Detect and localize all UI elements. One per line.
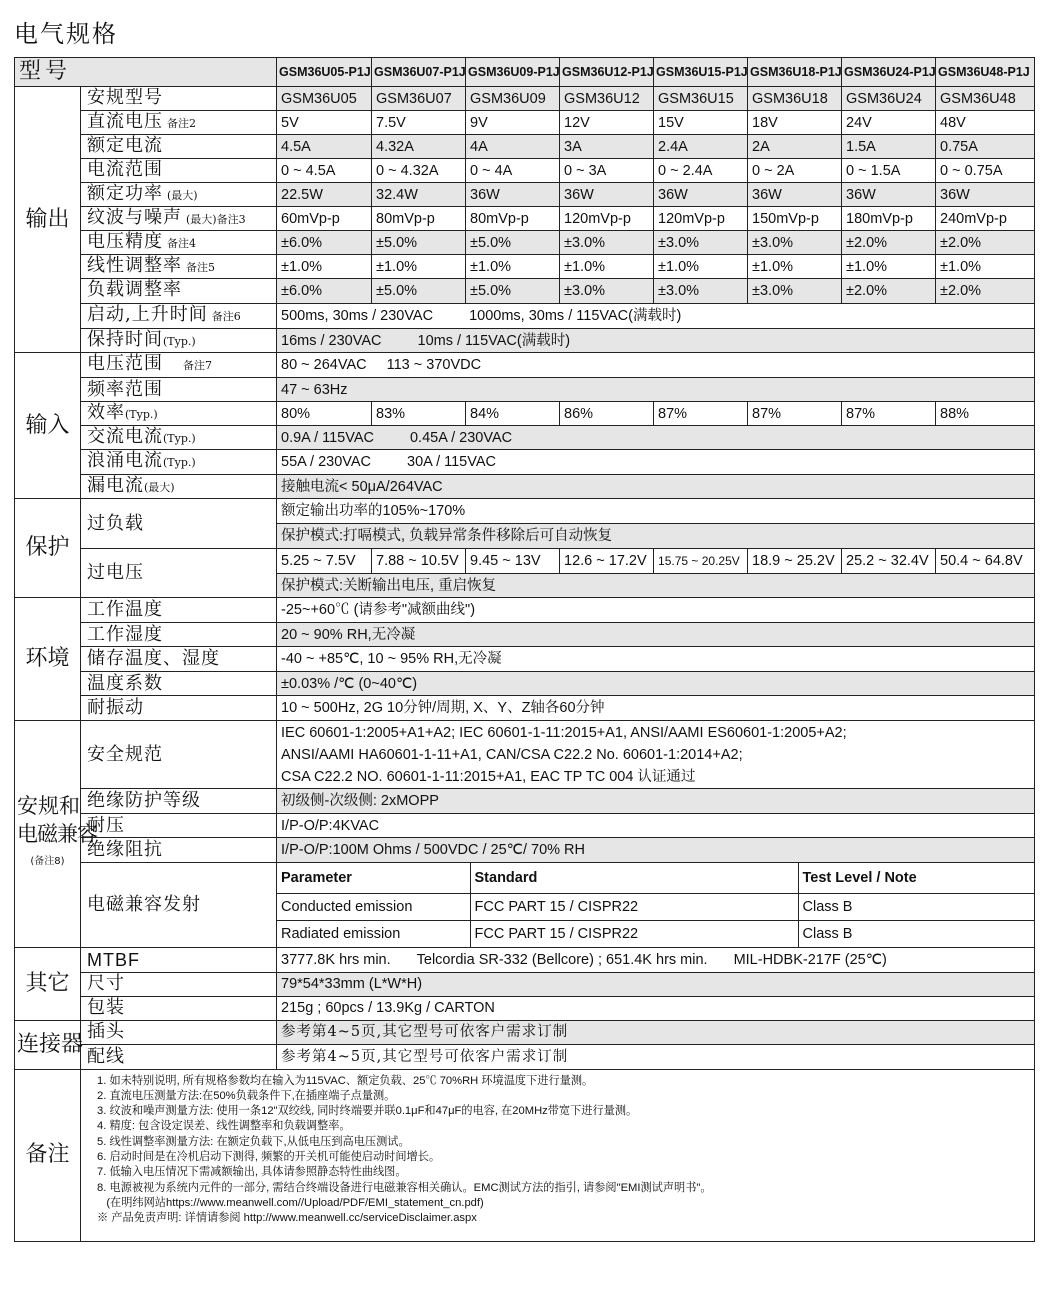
emc-cell: FCC PART 15 / CISPR22 bbox=[470, 893, 798, 920]
cell: GSM36U48 bbox=[936, 87, 1035, 111]
cell: 80mVp-p bbox=[372, 207, 466, 231]
environment-row bbox=[15, 647, 1035, 672]
cell: ±3.0% bbox=[654, 231, 748, 255]
model-name: GSM36U18-P1J bbox=[748, 58, 842, 87]
row-label: 温度系数 bbox=[81, 672, 277, 696]
row-label: 过电压 bbox=[81, 549, 277, 598]
cell: 36W bbox=[748, 183, 842, 207]
cell: 240mVp-p bbox=[936, 207, 1035, 231]
input-row bbox=[15, 402, 1035, 426]
environment-row bbox=[15, 672, 1035, 696]
cell: 参考第4~5页,其它型号可依客户需求订制 bbox=[277, 1044, 1035, 1069]
cell: 15V bbox=[654, 111, 748, 135]
emc-cell: Class B bbox=[802, 925, 853, 942]
cell: 16ms / 230VAC 10ms / 115VAC(满载时) bbox=[277, 329, 1035, 353]
safety-row bbox=[15, 814, 1035, 838]
cell: 0 ~ 4A bbox=[466, 159, 560, 183]
cell: ±5.0% bbox=[372, 231, 466, 255]
cell: ±1.0% bbox=[560, 255, 654, 279]
cell: 36W bbox=[936, 183, 1035, 207]
row-label: 直流电压 备注2 bbox=[81, 111, 277, 135]
cell: 接触电流< 50μA/264VAC bbox=[277, 475, 1035, 499]
cell: GSM36U24 bbox=[842, 87, 936, 111]
cell: ±2.0% bbox=[842, 231, 936, 255]
notes-list bbox=[81, 1069, 1035, 1241]
cell: ±2.0% bbox=[936, 279, 1035, 304]
cell: 87% bbox=[654, 402, 748, 426]
cell: 36W bbox=[654, 183, 748, 207]
row-label: 频率范围 bbox=[81, 378, 277, 402]
cell: 83% bbox=[372, 402, 466, 426]
cell: 20 ~ 90% RH,无冷凝 bbox=[277, 623, 1035, 647]
cell: 3777.8K hrs min. Telcordia SR-332 (Bellcore) ; 651.4K hrs min. MIL-HDBK-217F (25℃) bbox=[277, 947, 1035, 972]
emc-table-cell bbox=[277, 863, 1035, 948]
output-row bbox=[15, 159, 1035, 183]
others-row bbox=[15, 996, 1035, 1020]
output-row bbox=[15, 279, 1035, 304]
others-row bbox=[15, 947, 1035, 972]
cell: 88% bbox=[936, 402, 1035, 426]
cell: 500ms, 30ms / 230VAC 1000ms, 30ms / 115VAC(满载时) bbox=[277, 304, 1035, 329]
safety-row bbox=[15, 838, 1035, 863]
cell: 215g ; 60pcs / 13.9Kg / CARTON bbox=[277, 996, 1035, 1020]
cell: 36W bbox=[466, 183, 560, 207]
emc-header: Test Level / Note bbox=[798, 863, 1034, 893]
row-label: 工作湿度 bbox=[81, 623, 277, 647]
output-row bbox=[15, 87, 1035, 111]
protection-row bbox=[15, 549, 1035, 574]
note-line: 3. 纹波和噪声测量方法: 使用一条12"双绞线, 同时终端要并联0.1μF和47μF的电容, 在20MHz带宽下进行量测。 bbox=[97, 1105, 638, 1118]
page-title: 电气规格 bbox=[14, 20, 118, 48]
cell: 84% bbox=[466, 402, 560, 426]
cell: GSM36U09 bbox=[466, 87, 560, 111]
cell: 86% bbox=[560, 402, 654, 426]
cell: GSM36U18 bbox=[748, 87, 842, 111]
output-row bbox=[15, 255, 1035, 279]
cell: 87% bbox=[748, 402, 842, 426]
cell: 79*54*33mm (L*W*H) bbox=[277, 972, 1035, 996]
cell: 0 ~ 2A bbox=[748, 159, 842, 183]
emc-table bbox=[277, 863, 1034, 947]
row-label: 过负载 bbox=[81, 499, 277, 549]
spec-table bbox=[14, 57, 1035, 1242]
cell: I/P-O/P:100M Ohms / 500VDC / 25℃/ 70% RH bbox=[277, 838, 1035, 863]
category-environment: 环境 bbox=[15, 598, 81, 721]
cell: -25~+60℃ (请参考"减额曲线") bbox=[277, 598, 1035, 623]
cell: 4A bbox=[466, 135, 560, 159]
cell: GSM36U05 bbox=[277, 87, 372, 111]
emc-cell: FCC PART 15 / CISPR22 bbox=[470, 920, 798, 947]
row-label: 启动,上升时间 备注6 bbox=[81, 304, 277, 329]
model-name: GSM36U05-P1J bbox=[277, 58, 372, 87]
environment-row bbox=[15, 598, 1035, 623]
cell: ±0.03% /℃ (0~40℃) bbox=[277, 672, 1035, 696]
cell: ±5.0% bbox=[466, 279, 560, 304]
cell: ±3.0% bbox=[748, 279, 842, 304]
model-name: GSM36U48-P1J bbox=[936, 58, 1035, 87]
cell: 32.4W bbox=[372, 183, 466, 207]
emc-cell: Conducted emission bbox=[277, 893, 470, 920]
output-row bbox=[15, 111, 1035, 135]
cell: 9.45 ~ 13V bbox=[466, 549, 560, 574]
output-row bbox=[15, 183, 1035, 207]
cell: 0 ~ 2.4A bbox=[654, 159, 748, 183]
cell: 9V bbox=[466, 111, 560, 135]
cell: 87% bbox=[842, 402, 936, 426]
input-row bbox=[15, 450, 1035, 475]
note-line: ※ 产品免责声明: 详情请参阅 http://www.meanwell.cc/serviceDisclaimer.aspx bbox=[97, 1212, 477, 1225]
row-label: 工作温度 bbox=[81, 598, 277, 623]
cell: ±6.0% bbox=[277, 279, 372, 304]
model-name: GSM36U15-P1J bbox=[654, 58, 748, 87]
cell: 47 ~ 63Hz bbox=[277, 378, 1035, 402]
row-label: 耐振动 bbox=[81, 696, 277, 721]
cell: 7.5V bbox=[372, 111, 466, 135]
cell: 55A / 230VAC 30A / 115VAC bbox=[277, 450, 1035, 475]
cell: 0 ~ 0.75A bbox=[936, 159, 1035, 183]
cell: 18V bbox=[748, 111, 842, 135]
row-label: 额定功率 (最大) bbox=[81, 183, 277, 207]
cell: 额定输出功率的105%~170% bbox=[277, 499, 1035, 524]
cell: 4.5A bbox=[277, 135, 372, 159]
cell: ±6.0% bbox=[277, 231, 372, 255]
input-row bbox=[15, 353, 1035, 378]
output-row bbox=[15, 231, 1035, 255]
startup-row bbox=[15, 304, 1035, 329]
cell: 参考第4~5页,其它型号可依客户需求订制 bbox=[277, 1020, 1035, 1044]
cell: 50.4 ~ 64.8V bbox=[936, 549, 1035, 574]
note-line: 5. 线性调整率测量方法: 在额定负载下,从低电压到高电压测试。 bbox=[97, 1135, 410, 1148]
cell: ±3.0% bbox=[560, 279, 654, 304]
cell: 5.25 ~ 7.5V bbox=[277, 549, 372, 574]
row-label: 线性调整率 备注5 bbox=[81, 255, 277, 279]
cell: 24V bbox=[842, 111, 936, 135]
cell: GSM36U15 bbox=[654, 87, 748, 111]
cell: 18.9 ~ 25.2V bbox=[748, 549, 842, 574]
environment-row bbox=[15, 696, 1035, 721]
cell: 36W bbox=[560, 183, 654, 207]
cell: ±3.0% bbox=[654, 279, 748, 304]
row-label: 电磁兼容发射 bbox=[81, 863, 277, 948]
row-label: 插头 bbox=[81, 1020, 277, 1044]
note-line: 4. 精度: 包含设定误差、线性调整率和负载调整率。 bbox=[97, 1120, 351, 1133]
cell: 120mVp-p bbox=[654, 207, 748, 231]
cell: ±1.0% bbox=[654, 255, 748, 279]
row-label: 安规型号 bbox=[81, 87, 277, 111]
output-row bbox=[15, 135, 1035, 159]
row-label: 绝缘阻抗 bbox=[81, 838, 277, 863]
cell: IEC 60601-1:2005+A1+A2; IEC 60601-1-11:2015+A1, ANSI/AAMI ES60601-1:2005+A2; ANSI/AAMI HA60601-1-11+A1, CAN/CSA C22.2 No. 60601-1:2014+A2; CSA C22.2 NO. 60601-1-11:2015+A1, EAC TP TC 004 认证通过 bbox=[277, 721, 1035, 789]
cell: 保护模式:关断输出电压, 重启恢复 bbox=[277, 574, 1035, 598]
cell: 10 ~ 500Hz, 2G 10分钟/周期, X、Y、Z轴各60分钟 bbox=[277, 696, 1035, 721]
cell: ±1.0% bbox=[842, 255, 936, 279]
cell: 初级侧-次级侧: 2xMOPP bbox=[277, 789, 1035, 814]
note-line: 1. 如未特别说明, 所有规格参数均在输入为115VAC、额定负载、25℃ 70%RH 环境温度下进行量测。 bbox=[97, 1074, 594, 1087]
note-line: 8. 电源被视为系统内元件的一部分, 需结合终端设备进行电磁兼容相关确认。EMC测试方法的指引, 请参阅"EMI测试声明书"。 bbox=[97, 1181, 712, 1194]
cell: ±5.0% bbox=[466, 231, 560, 255]
cell: 0.9A / 115VAC 0.45A / 230VAC bbox=[277, 426, 1035, 450]
cell: 保护模式:打嗝模式, 负载异常条件移除后可自动恢复 bbox=[277, 524, 1035, 549]
row-label: 电压范围 备注7 bbox=[81, 353, 277, 378]
row-label: MTBF bbox=[81, 947, 277, 972]
cell: ±3.0% bbox=[560, 231, 654, 255]
emc-row bbox=[15, 863, 1035, 948]
safety-row bbox=[15, 721, 1035, 789]
cell: 5V bbox=[277, 111, 372, 135]
model-name: GSM36U07-P1J bbox=[372, 58, 466, 87]
row-label: 电流范围 bbox=[81, 159, 277, 183]
note-line: 7. 低输入电压情况下需减额输出, 具体请参照静态特性曲线图。 bbox=[97, 1166, 407, 1179]
cell: 48V bbox=[936, 111, 1035, 135]
cell: 2A bbox=[748, 135, 842, 159]
row-label: 漏电流(最大) bbox=[81, 475, 277, 499]
row-label: 耐压 bbox=[81, 814, 277, 838]
cell: 0 ~ 3A bbox=[560, 159, 654, 183]
cell: 80mVp-p bbox=[466, 207, 560, 231]
cell: 7.88 ~ 10.5V bbox=[372, 549, 466, 574]
cell: 180mVp-p bbox=[842, 207, 936, 231]
note-line: 6. 启动时间是在冷机启动下测得, 频繁的开关机可能使启动时间增长。 bbox=[97, 1150, 441, 1163]
row-label: 配线 bbox=[81, 1044, 277, 1069]
cell: GSM36U07 bbox=[372, 87, 466, 111]
row-label: 储存温度、湿度 bbox=[81, 647, 277, 672]
cell: 4.32A bbox=[372, 135, 466, 159]
category-notes: 备注 bbox=[15, 1069, 81, 1241]
category-others: 其它 bbox=[15, 947, 81, 1020]
cell: 12V bbox=[560, 111, 654, 135]
cell: GSM36U12 bbox=[560, 87, 654, 111]
cell: 0 ~ 4.32A bbox=[372, 159, 466, 183]
note-line: 2. 直流电压测量方法:在50%负载条件下,在插座端子点量测。 bbox=[97, 1089, 396, 1102]
cell: ±3.0% bbox=[748, 231, 842, 255]
row-label: 安全规范 bbox=[81, 721, 277, 789]
connector-row bbox=[15, 1044, 1035, 1069]
input-row bbox=[15, 475, 1035, 499]
model-label: 型号 bbox=[15, 58, 277, 87]
cell: ±1.0% bbox=[466, 255, 560, 279]
cell: -40 ~ +85℃, 10 ~ 95% RH,无冷凝 bbox=[277, 647, 1035, 672]
cell: 2.4A bbox=[654, 135, 748, 159]
row-label: 包装 bbox=[81, 996, 277, 1020]
cell: 150mVp-p bbox=[748, 207, 842, 231]
category-safety: 安规和 电磁兼容 (备注8) bbox=[15, 721, 81, 948]
cell: 80% bbox=[277, 402, 372, 426]
model-name: GSM36U24-P1J bbox=[842, 58, 936, 87]
cell: 0.75A bbox=[936, 135, 1035, 159]
cell: 1.5A bbox=[842, 135, 936, 159]
cell: ±1.0% bbox=[372, 255, 466, 279]
connector-row bbox=[15, 1020, 1035, 1044]
model-name: GSM36U12-P1J bbox=[560, 58, 654, 87]
cell: 0 ~ 1.5A bbox=[842, 159, 936, 183]
row-label: 额定电流 bbox=[81, 135, 277, 159]
cell: 15.75 ~ 20.25V bbox=[654, 549, 748, 574]
others-row bbox=[15, 972, 1035, 996]
row-label: 纹波与噪声 (最大)备注3 bbox=[81, 207, 277, 231]
cell: 60mVp-p bbox=[277, 207, 372, 231]
emc-header: Standard bbox=[470, 863, 798, 893]
model-name: GSM36U09-P1J bbox=[466, 58, 560, 87]
output-row bbox=[15, 207, 1035, 231]
cell: 25.2 ~ 32.4V bbox=[842, 549, 936, 574]
hold-row bbox=[15, 329, 1035, 353]
row-label: 绝缘防护等级 bbox=[81, 789, 277, 814]
category-protection: 保护 bbox=[15, 499, 81, 598]
cell: ±1.0% bbox=[936, 255, 1035, 279]
row-label: 交流电流(Typ.) bbox=[81, 426, 277, 450]
cell: ±5.0% bbox=[372, 279, 466, 304]
cell: 22.5W bbox=[277, 183, 372, 207]
environment-row bbox=[15, 623, 1035, 647]
row-label: 效率(Typ.) bbox=[81, 402, 277, 426]
emc-cell: Class B bbox=[798, 893, 1034, 920]
emc-cell: Radiated emission bbox=[277, 920, 470, 947]
row-label: 浪涌电流(Typ.) bbox=[81, 450, 277, 475]
row-label: 电压精度 备注4 bbox=[81, 231, 277, 255]
note-line: (在明纬网站https://www.meanwell.com//Upload/PDF/EMI_statement_cn.pdf) bbox=[97, 1196, 484, 1209]
cell: 0 ~ 4.5A bbox=[277, 159, 372, 183]
row-label: 负载调整率 bbox=[81, 279, 277, 304]
cell: ±1.0% bbox=[277, 255, 372, 279]
cell: 120mVp-p bbox=[560, 207, 654, 231]
cell: ±1.0% bbox=[748, 255, 842, 279]
cell: ±2.0% bbox=[936, 231, 1035, 255]
safety-row bbox=[15, 789, 1035, 814]
emc-header: Parameter bbox=[277, 863, 470, 893]
category-output: 输出 bbox=[15, 87, 81, 353]
category-connector: 连接器 bbox=[15, 1020, 81, 1069]
model-row bbox=[15, 58, 1035, 87]
cell: ±2.0% bbox=[842, 279, 936, 304]
notes-row bbox=[15, 1069, 1035, 1241]
category-input: 输入 bbox=[15, 353, 81, 499]
cell: 3A bbox=[560, 135, 654, 159]
cell: 36W bbox=[842, 183, 936, 207]
cell: 80 ~ 264VAC 113 ~ 370VDC bbox=[277, 353, 1035, 378]
protection-row bbox=[15, 499, 1035, 524]
row-label: 尺寸 bbox=[81, 972, 277, 996]
input-row bbox=[15, 378, 1035, 402]
cell: I/P-O/P:4KVAC bbox=[277, 814, 1035, 838]
row-label: 保持时间(Typ.) bbox=[81, 329, 277, 353]
input-row bbox=[15, 426, 1035, 450]
cell: 12.6 ~ 17.2V bbox=[560, 549, 654, 574]
